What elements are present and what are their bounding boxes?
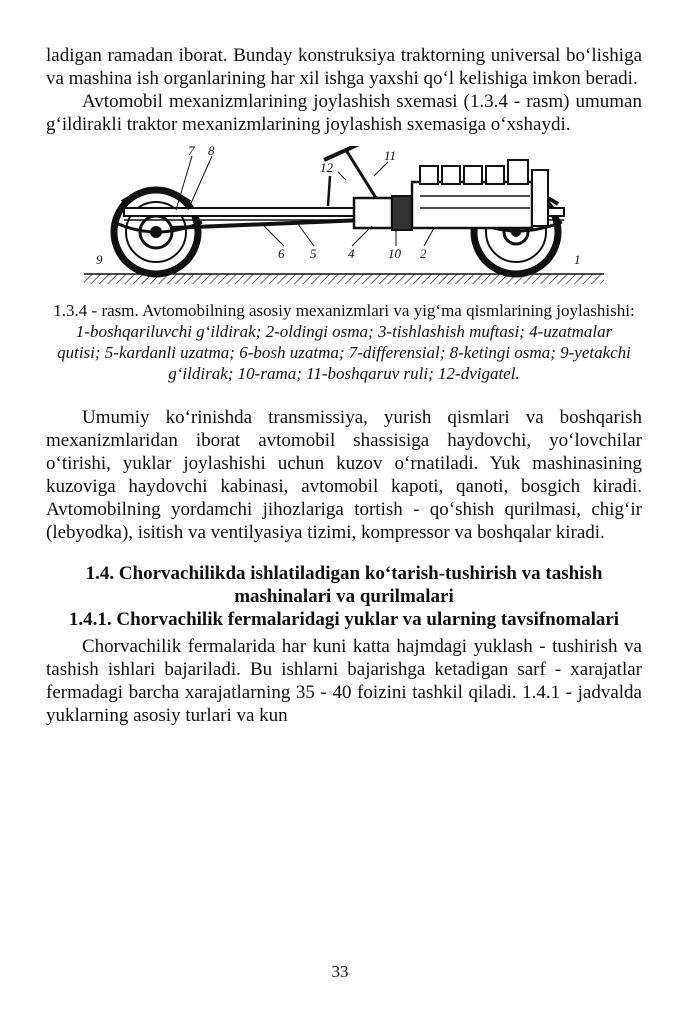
pedal — [328, 176, 330, 206]
subsection-heading-1-4-1: 1.4.1. Chorvachilik fermalaridagi yuklar va ularning tavsifnomalari — [68, 609, 620, 630]
label-7: 7 — [188, 146, 195, 158]
figure-caption — [46, 300, 642, 384]
gearbox — [354, 198, 392, 228]
caption-items: 1-boshqariluvchi g‘ildirak; 2-oldingi osma; 3-tishlashish muftasi; 4-uzatmalar qutisi; 5-kardanli uzatma; 6-bosh uzatma; 7-differensial; 8-ketingi osma; 9-yetakchi g‘ildirak; 10-rama; 11-boshqaruv ruli; 12-dvigatel. — [57, 322, 631, 383]
engine — [412, 160, 548, 228]
label-12: 12 — [320, 160, 333, 175]
label-2: 2 — [420, 246, 427, 261]
vehicle-chassis-diagram — [84, 146, 604, 294]
paragraph-4: Chorvachilik fermalarida har kuni katta hajmdagi yuklash - tushirish va tashish ishlari bajariladi. Bu ishlarni bajarishga ketadigan sarf - xarajatlar fermadagi barcha xarajatlarning 35 - 40 foizini tashkil qiladi. 1.4.1 - jadvalda yuklarning asosiy turlari va kun — [46, 636, 642, 726]
label-9: 9 — [96, 252, 103, 267]
label-1: 1 — [574, 252, 581, 267]
label-6: 6 — [278, 246, 285, 261]
label-11: 11 — [384, 148, 397, 163]
paragraph-2: Avtomobil mexanizmlarining joylashish sxemasi (1.3.4 - rasm) umuman g‘ildirakli traktor mexanizmlarining joylashish sxemasiga o‘xshaydi. — [46, 91, 642, 135]
figure-1-3-4 — [46, 146, 642, 384]
page-number: 33 — [331, 962, 349, 981]
label-4: 4 — [348, 246, 355, 261]
clutch — [392, 196, 412, 230]
caption-lead: 1.3.4 - rasm. Avtomobilning asosiy mexanizmlari va yig‘ma qismlarining joylashishi: — [53, 301, 635, 320]
section-heading-1-4: 1.4. Chorvachilikda ishlatiladigan ko‘tarish-tushirish va tashish mashinalari va qurilmalari — [85, 563, 603, 607]
paragraph-3: Umumiy ko‘rinishda transmissiya, yurish qismlari va boshqarish mexanizmlaridan iborat avtomobil shassisiga haydovchi, yo‘lovchilar o‘tirishi, yuklar joylashishi uchun kuzov o‘rnatiladi. Yuk mashinasining kuzoviga haydovchi kabinasi, avtomobil kapoti, qanoti, bosgich kiradi. Avtomobilning yordamchi jihozlariga tortish - qo‘shish qurilmasi, chig‘ir (lebyodka), isitish va ventilyasiya tizimi, kompressor va boshqalar kiradi. — [46, 407, 642, 543]
label-8: 8 — [208, 146, 215, 158]
page-body — [46, 44, 642, 727]
label-10: 10 — [388, 246, 401, 261]
label-5: 5 — [310, 246, 317, 261]
paragraph-1: ladigan ramadan iborat. Bunday konstruksiya traktorning universal bo‘lishiga va mashina ish organlarining har xil ishga yaxshi qo‘l kelishiga imkon beradi. — [46, 45, 642, 89]
